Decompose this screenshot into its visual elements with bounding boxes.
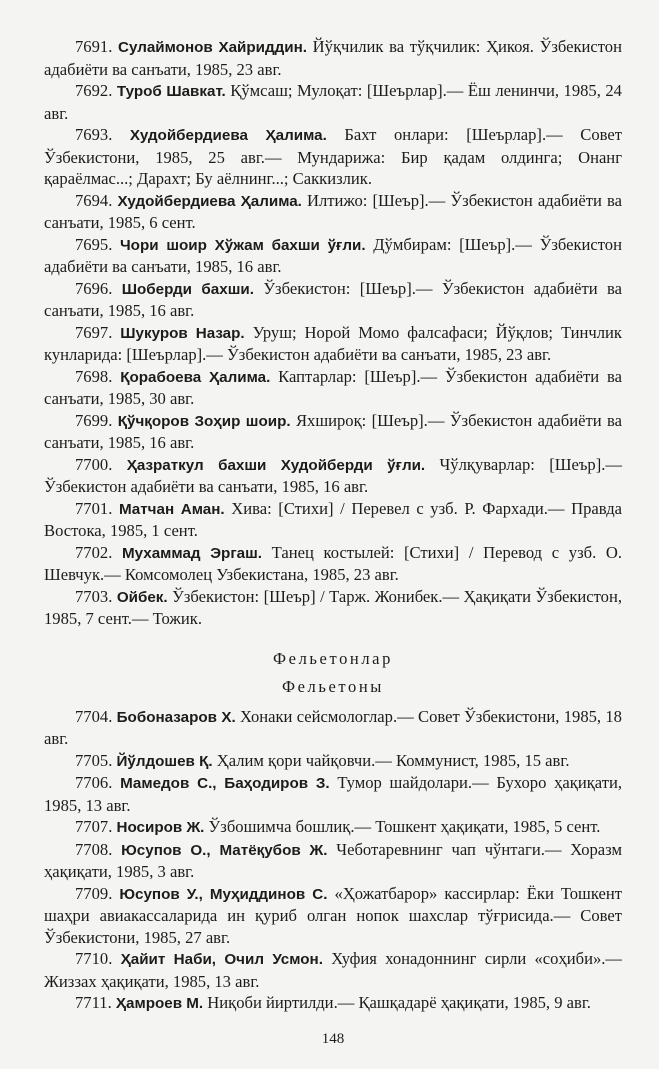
entry-number: 7709.	[75, 883, 113, 903]
entry-number: 7704.	[75, 706, 113, 726]
entry-author: Худойбердиева Ҳалима.	[129, 127, 327, 144]
entry-author: Юсупов У., Муҳиддинов С.	[119, 885, 328, 903]
bibliography-entry	[44, 586, 622, 630]
entry-description: Йўқчилик ва тўқчилик: Ҳикоя. Ўзбекистон адабиёти ва санъати, 1985, 23 авг.	[44, 37, 622, 79]
entry-author: Туроб Шавкат.	[116, 83, 226, 100]
bibliography-entry	[44, 772, 622, 816]
entry-description: Уруш; Норой Момо фалсафаси; Йўқлов; Тинчлик кунларида: [Шеърлар].— Ўзбекистон адабиёти ва санъати, 1985, 23 авг.	[44, 322, 622, 364]
entry-description: Бахт онлари: [Шеърлар].— Совет Ўзбекистони, 1985, 25 авг.— Мундарижа: Бир қадам олдинга; Онанг қараёлмас...; Дарахт; Бу аёлнинг...; Саккизлик.	[44, 125, 622, 188]
entry-author: Ойбек.	[116, 588, 168, 606]
entry-description: Хуфия хонадоннинг сирли «соҳиби».— Жиззах ҳақиқати, 1985, 13 авг.	[44, 949, 622, 991]
entry-number: 7693.	[75, 125, 113, 144]
bibliography-entry	[44, 948, 622, 992]
entry-description: Чўлқуварлар: [Шеър].— Ўзбекистон адабиёти ва санъати, 1985, 16 авг.	[44, 454, 622, 496]
entry-number: 7697.	[75, 322, 113, 342]
page-number: 148	[321, 1030, 345, 1047]
entry-description: Қўмсаш; Мулоқат: [Шеърлар].— Ёш ленинчи, 1985, 24 авг.	[44, 81, 622, 123]
bibliography-entry	[44, 816, 622, 839]
bibliography-entry	[44, 839, 622, 883]
entry-author: Қорабоева Ҳалима.	[120, 368, 271, 386]
section-heading-uzbek: Фельетонлар	[273, 648, 393, 668]
entry-description: Ўзбекистон: [Шеър] / Тарж. Жонибек.— Ҳақиқати Ўзбекистон, 1985, 7 сент.— Тожик.	[44, 586, 622, 628]
bibliography-entry	[44, 366, 622, 410]
entry-number: 7694.	[75, 190, 113, 210]
entry-description: «Ҳожатбарор» кассирлар: Ёки Тошкент шаҳри авиакассаларида ин қуриб олган нопок шахслар тўғрисида.— Совет Ўзбекистони, 1985, 27 авг.	[44, 883, 622, 947]
bibliography-entry	[44, 234, 622, 278]
entry-author: Ҳамроев М.	[115, 995, 204, 1012]
entry-description: Тумор шайдолари.— Бухоро ҳақиқати, 1985, 13 авг.	[44, 773, 622, 815]
entry-number: 7710.	[75, 949, 113, 968]
entry-number: 7691.	[75, 37, 113, 56]
bibliography-entry	[44, 190, 622, 234]
bibliography-entry	[44, 498, 622, 542]
bibliography-entry	[44, 454, 622, 498]
entry-description: Хонаки сейсмологлар.— Совет Ўзбекистони, 1985, 18 авг.	[44, 706, 622, 748]
bibliography-entry	[44, 322, 622, 366]
entry-author: Носиров Ж.	[116, 819, 205, 836]
bibliography-entry	[44, 883, 622, 949]
bibliography-entry	[44, 124, 622, 190]
entry-author: Мамедов С., Баҳодиров З.	[120, 775, 330, 792]
bibliography-entries-feuilletons	[44, 706, 622, 1015]
entry-author: Юсупов О., Матёқубов Ж.	[121, 841, 328, 859]
entry-number: 7700.	[75, 454, 113, 474]
entry-author: Йўлдошев Қ.	[116, 752, 213, 770]
bibliography-entry	[44, 80, 622, 124]
entry-description: Танец костылей: [Стихи] / Перевод с узб. О. Шевчук.— Комсомолец Узбекистана, 1985, 23 авг.	[44, 542, 622, 584]
entry-description: Хива: [Стихи] / Перевел с узб. Р. Фархади.— Правда Востока, 1985, 1 сент.	[44, 498, 622, 540]
bibliography-entries-poetry	[44, 36, 622, 630]
entry-author: Шоберди бахши.	[121, 280, 254, 298]
entry-number: 7698.	[75, 366, 113, 386]
bibliography-entry	[44, 36, 622, 80]
entry-number: 7708.	[75, 839, 113, 859]
entry-number: 7711.	[75, 993, 112, 1012]
entry-author: Шукуров Назар.	[120, 324, 245, 342]
entry-description: Дўмбирам: [Шеър].— Ўзбекистон адабиёти ва санъати, 1985, 16 авг.	[44, 234, 622, 276]
bibliography-entry	[44, 410, 622, 454]
entry-number: 7706.	[75, 773, 113, 792]
entry-number: 7702.	[75, 542, 113, 562]
entry-number: 7696.	[75, 278, 113, 298]
entry-description: Ўзбошимча бошлиқ.— Тошкент ҳақиқати, 1985, 5 сент.	[208, 817, 601, 836]
entry-number: 7703.	[75, 586, 113, 606]
entry-author: Сулаймонов Хайриддин.	[118, 39, 308, 56]
entry-author: Қўчқоров Зоҳир шоир.	[117, 412, 291, 430]
entry-description: Каптарлар: [Шеър].— Ўзбекистон адабиёти ва санъати, 1985, 30 авг.	[44, 366, 622, 408]
entry-description: Илтижо: [Шеър].— Ўзбекистон адабиёти ва санъати, 1985, 6 сент.	[44, 190, 623, 232]
entry-author: Бобоназаров Х.	[116, 708, 236, 726]
entry-number: 7695.	[75, 234, 113, 254]
entry-number: 7701.	[75, 498, 113, 518]
entry-author: Матчан Аман.	[118, 500, 225, 518]
entry-description: Ҳалим қори чайқовчи.— Коммунист, 1985, 15 авг.	[216, 750, 570, 770]
entry-author: Чори шоир Хўжам бахши ўғли.	[120, 236, 366, 254]
entry-description: Яхшироқ: [Шеър].— Ўзбекистон адабиёти ва санъати, 1985, 16 авг.	[44, 410, 622, 452]
entry-author: Худойбердиева Ҳалима.	[117, 192, 302, 210]
entry-number: 7692.	[75, 81, 113, 100]
entry-number: 7707.	[75, 817, 113, 836]
bibliography-entry	[44, 992, 622, 1015]
entry-number: 7705.	[75, 750, 113, 770]
bibliography-entry	[44, 706, 622, 750]
bibliography-entry	[44, 542, 622, 586]
entry-author: Ҳайит Наби, Очил Усмон.	[120, 951, 323, 968]
entry-description: Ўзбекистон: [Шеър].— Ўзбекистон адабиёти ва санъати, 1985, 16 авг.	[44, 278, 623, 320]
entry-description: Ниқоби йиртилди.— Қашқадарё ҳақиқати, 1985, 9 авг.	[207, 993, 591, 1012]
entry-description: Чеботаревнинг чап чўнтаги.— Хоразм ҳақиқати, 1985, 3 авг.	[44, 839, 622, 881]
entry-author: Мухаммад Эргаш.	[122, 544, 262, 562]
bibliography-entry	[44, 278, 622, 322]
section-heading-russian: Фельетоны	[281, 676, 384, 696]
entry-author: Ҳазраткул бахши Худойберди ўғли.	[126, 456, 426, 474]
bibliography-entry	[44, 750, 622, 773]
entry-number: 7699.	[75, 410, 113, 430]
